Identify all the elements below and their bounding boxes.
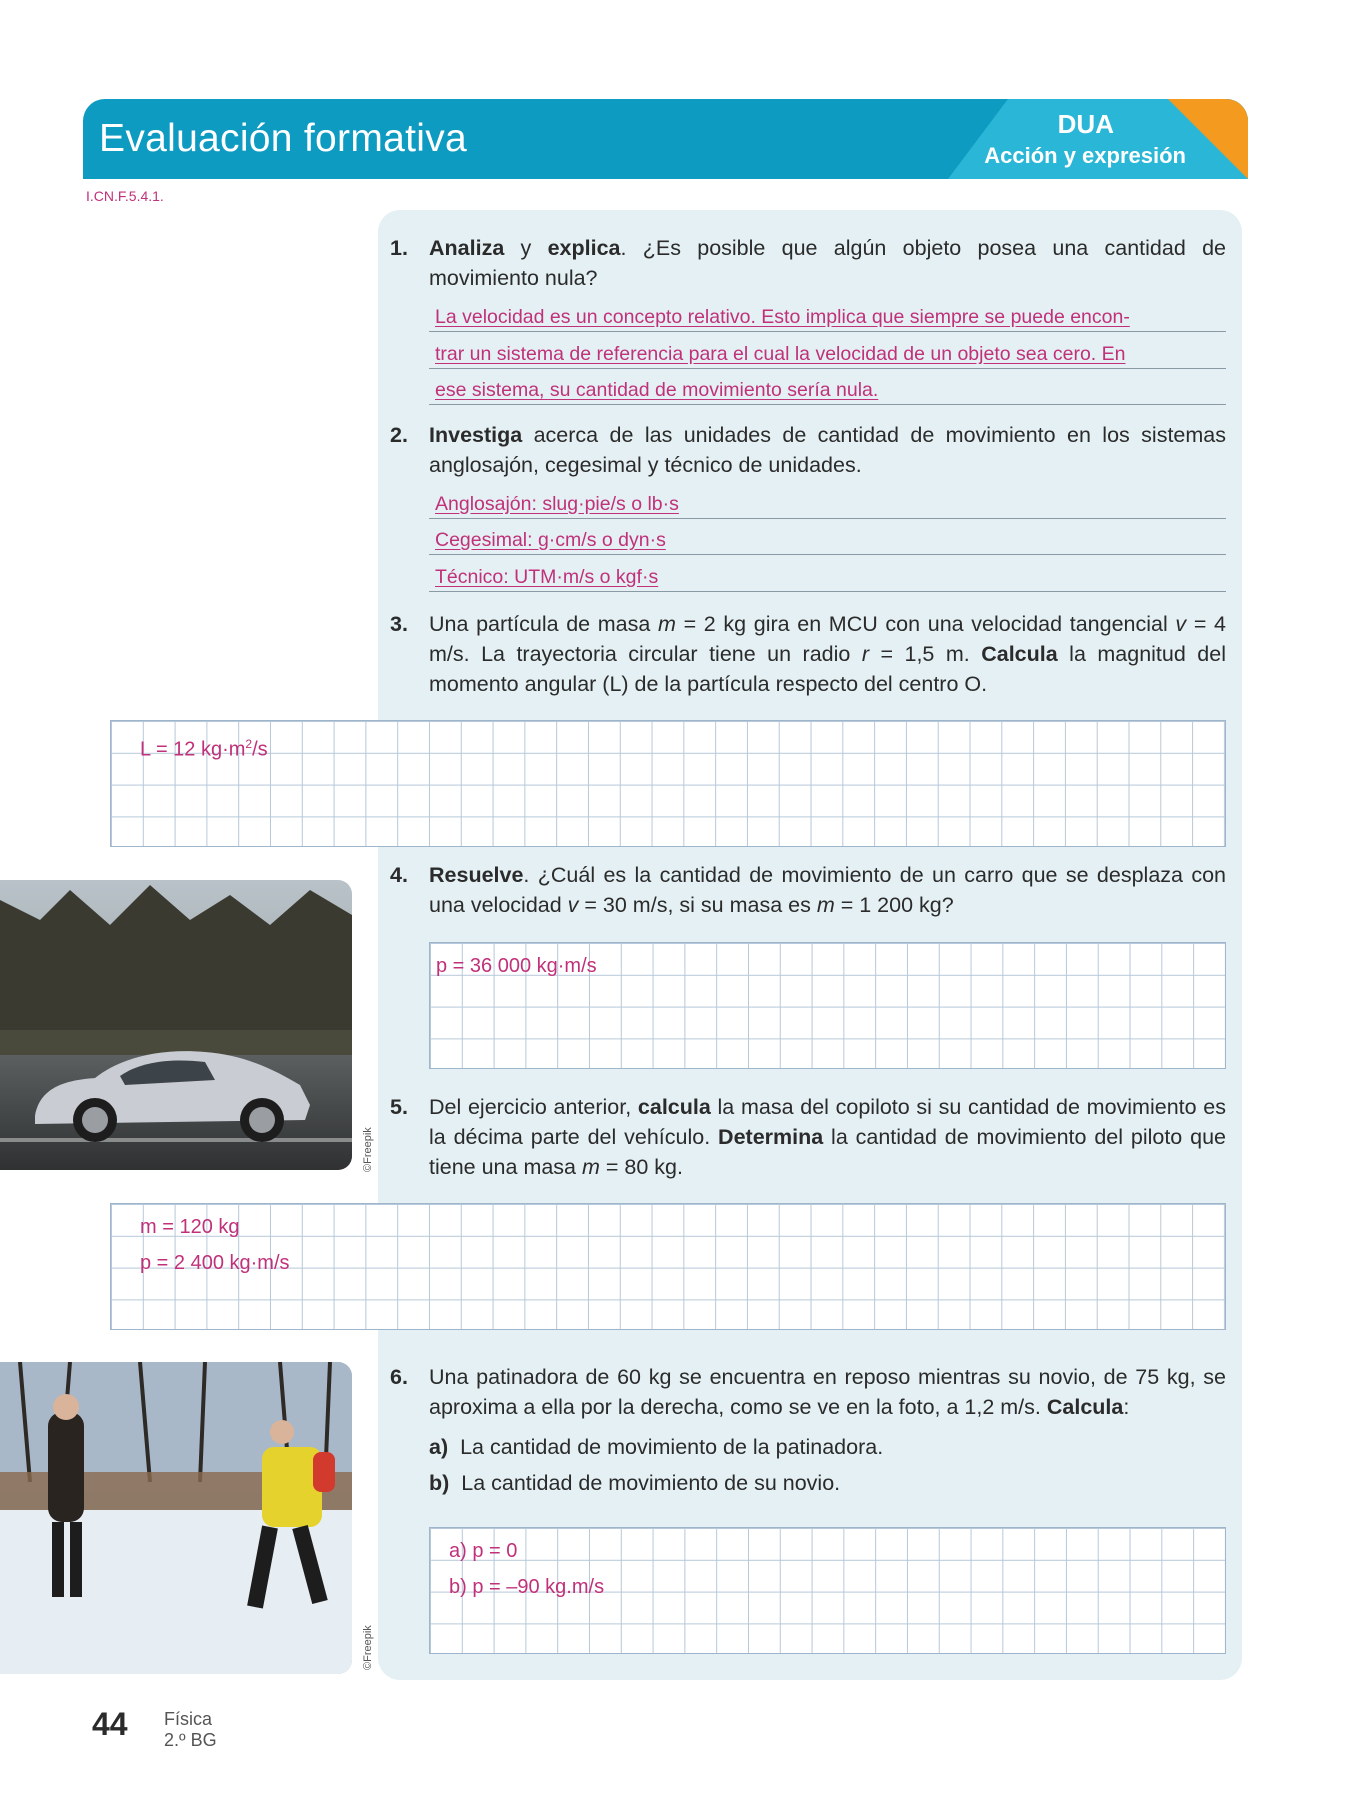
question-number: 1. (390, 236, 408, 260)
subquestion-label: a) (429, 1435, 449, 1459)
question-text (429, 860, 1226, 920)
dua-subtitle: Acción y expresión (984, 143, 1186, 168)
text: . ¿Cuál es la cantidad de movimiento de un carro que se desplaza con una velocidad (429, 863, 1226, 917)
answer-text: Técnico: UTM·m/s o kgf·s (435, 566, 659, 588)
text: La cantidad de movimiento de su novio. (461, 1471, 841, 1495)
grid-answer (140, 726, 268, 768)
question-number: 5. (390, 1095, 408, 1119)
photo-credit: ©Freepik (362, 1625, 374, 1670)
text: : (1123, 1395, 1130, 1419)
dua-title: DUA (1057, 109, 1114, 139)
variable: v (567, 893, 579, 917)
question-text (429, 1362, 1226, 1422)
car-photo (0, 880, 352, 1170)
answer-text: ese sistema, su cantidad de movimiento sería nula. (435, 379, 879, 401)
keyword: explica (547, 236, 621, 260)
section-header (83, 99, 1248, 179)
variable: m (582, 1155, 600, 1179)
answer-text: trar un sistema de referencia para el cual la velocidad de un objeto sea cero. En (435, 343, 1126, 365)
question-4 (390, 860, 1226, 920)
section-title: Evaluación formativa (99, 117, 468, 160)
keyword: Calcula (1046, 1395, 1124, 1419)
question-number: 4. (390, 863, 408, 887)
grid-answer: p = 36 000 kg·m/s (436, 955, 597, 977)
text: Una partícula de masa (429, 612, 658, 636)
text: la cantidad de movimiento del piloto que tiene una masa (429, 1125, 1226, 1179)
question-number: 6. (390, 1365, 408, 1389)
variable: r (861, 642, 869, 666)
curriculum-code: I.CN.F.5.4.1. (86, 188, 164, 204)
answer-text: L = 12 kg·m (140, 738, 246, 761)
question-number: 3. (390, 612, 408, 636)
keyword: calcula (637, 1095, 711, 1119)
question-number: 2. (390, 423, 408, 447)
keyword: Resuelve (429, 863, 524, 887)
question-text (429, 1092, 1226, 1182)
subquestion-b (390, 1468, 1226, 1498)
text: = 1,5 m. (869, 642, 982, 666)
subquestion-a (390, 1432, 1226, 1462)
text: = 80 kg. (599, 1155, 683, 1179)
text: . ¿Es posible que algún objeto posea una cantidad de movimiento nula? (429, 236, 1226, 290)
answer-line[interactable] (429, 368, 1226, 405)
subject-name: Física (164, 1709, 213, 1729)
text: acerca de las unidades de cantidad de movimiento en los sistemas anglosajón, cegesimal y técnico de unidades. (429, 423, 1226, 477)
answer-text: Cegesimal: g·cm/s o dyn·s (435, 529, 666, 551)
keyword: Investiga (429, 423, 523, 447)
subquestion-text (429, 1432, 1226, 1462)
variable: m (816, 893, 835, 917)
text: = 1 200 kg? (834, 893, 954, 917)
grid-answer: m = 120 kg (140, 1216, 240, 1238)
photo-credit: ©Freepik (362, 1127, 374, 1172)
question-text (429, 420, 1226, 480)
variable: m (658, 612, 676, 636)
grid-answer: b) p = –90 kg.m/s (449, 1576, 605, 1598)
answer-text: /s (252, 738, 268, 761)
subquestion-text (429, 1468, 1226, 1498)
grade-label: 2.º BG (164, 1730, 217, 1750)
car-illustration (0, 880, 352, 1170)
text: = 4 m/s. La trayectoria circular tiene un radio (429, 612, 1226, 666)
answer-line[interactable] (429, 555, 1226, 592)
answer-line[interactable] (429, 482, 1226, 519)
skaters-illustration (0, 1362, 352, 1674)
question-1 (390, 233, 1226, 293)
text: La cantidad de movimiento de la patinadora. (460, 1435, 884, 1459)
question-text (429, 609, 1226, 699)
keyword: Analiza (429, 236, 505, 260)
answer-text: Anglosajón: slug·pie/s o lb·s (435, 493, 679, 515)
grid-answer: p = 2 400 kg·m/s (140, 1252, 290, 1274)
keyword: Calcula (981, 642, 1058, 666)
question-text (429, 233, 1226, 293)
text: Del ejercicio anterior, (429, 1095, 638, 1119)
subquestion-label: b) (429, 1471, 450, 1495)
text: = 30 m/s, si su masa es (578, 893, 817, 917)
superscript: 2 (245, 737, 253, 751)
question-6 (390, 1362, 1226, 1422)
text: y (504, 236, 548, 260)
answer-line[interactable] (429, 332, 1226, 369)
text: la masa del copiloto si su cantidad de movimiento es la décima parte del vehículo. (429, 1095, 1226, 1149)
grid-answer: a) p = 0 (449, 1540, 518, 1562)
question-5 (390, 1092, 1226, 1182)
keyword: Determina (718, 1125, 824, 1149)
question-2 (390, 420, 1226, 480)
answer-line[interactable] (429, 518, 1226, 555)
answer-line[interactable] (429, 295, 1226, 332)
text: la magnitud del momento angular (L) de la partícula respecto del centro O. (429, 642, 1226, 696)
question-3 (390, 609, 1226, 699)
variable: v (1175, 612, 1187, 636)
footer-subject (164, 1709, 217, 1751)
page-number: 44 (92, 1706, 128, 1742)
answer-text: La velocidad es un concepto relativo. Esto implica que siempre se puede encon- (435, 306, 1130, 328)
text: Una patinadora de 60 kg se encuentra en reposo mientras su novio, de 75 kg, se aproxima a ella por la derecha, como se ve en la foto, a 1,2 m/s. (429, 1365, 1226, 1419)
answer-grid[interactable] (110, 720, 1226, 847)
skaters-photo (0, 1362, 352, 1674)
text: = 2 kg gira en MCU con una velocidad tangencial (675, 612, 1176, 636)
